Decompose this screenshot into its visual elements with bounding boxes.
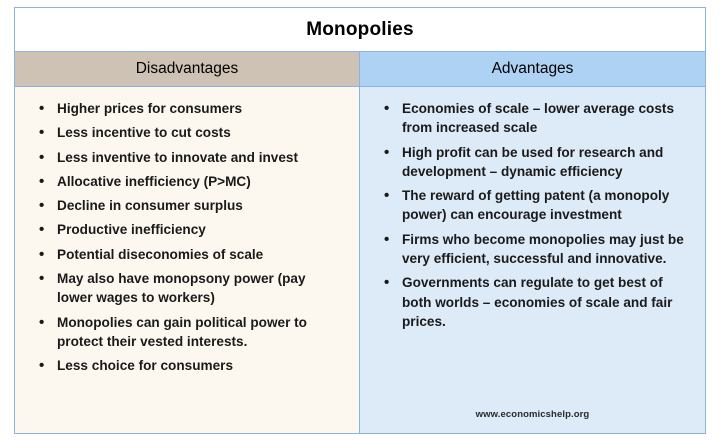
list-item: • May also have monopsony power (pay lower wages to workers): [55, 269, 343, 308]
list-item: • Decline in consumer surplus: [55, 196, 343, 215]
list-item: • Potential diseconomies of scale: [55, 245, 343, 264]
list-item: • Allocative inefficiency (P>MC): [55, 172, 343, 191]
list-item: • Economies of scale – lower average costs from increased scale: [400, 99, 689, 138]
disadvantages-column: [15, 87, 360, 433]
list-item: • Less incentive to cut costs: [55, 123, 343, 142]
column-header-disadvantages: Disadvantages: [15, 52, 360, 86]
title-row: [15, 8, 705, 52]
list-item: • Productive inefficiency: [55, 220, 343, 239]
advantages-list: [370, 99, 695, 331]
list-item: • Governments can regulate to get best of both worlds – economies of scale and fair prices.: [400, 273, 689, 331]
disadvantages-list: [25, 99, 349, 376]
comparison-table: [14, 7, 706, 434]
page-title: Monopolies: [306, 18, 414, 40]
column-header-row: [15, 52, 705, 87]
list-item: • Monopolies can gain political power to protect their vested interests.: [55, 313, 343, 352]
advantages-column: [360, 87, 705, 433]
list-item: • Higher prices for consumers: [55, 99, 343, 118]
column-header-advantages: Advantages: [360, 52, 705, 86]
list-item: • Less choice for consumers: [55, 356, 343, 375]
list-item: • High profit can be used for research and development – dynamic efficiency: [400, 143, 689, 182]
source-credit: www.economicshelp.org: [475, 409, 590, 420]
list-item: • Firms who become monopolies may just be very efficient, successful and innovative.: [400, 230, 689, 269]
list-item: • Less inventive to innovate and invest: [55, 148, 343, 167]
content-row: [15, 87, 705, 433]
list-item: • The reward of getting patent (a monopoly power) can encourage investment: [400, 186, 689, 225]
